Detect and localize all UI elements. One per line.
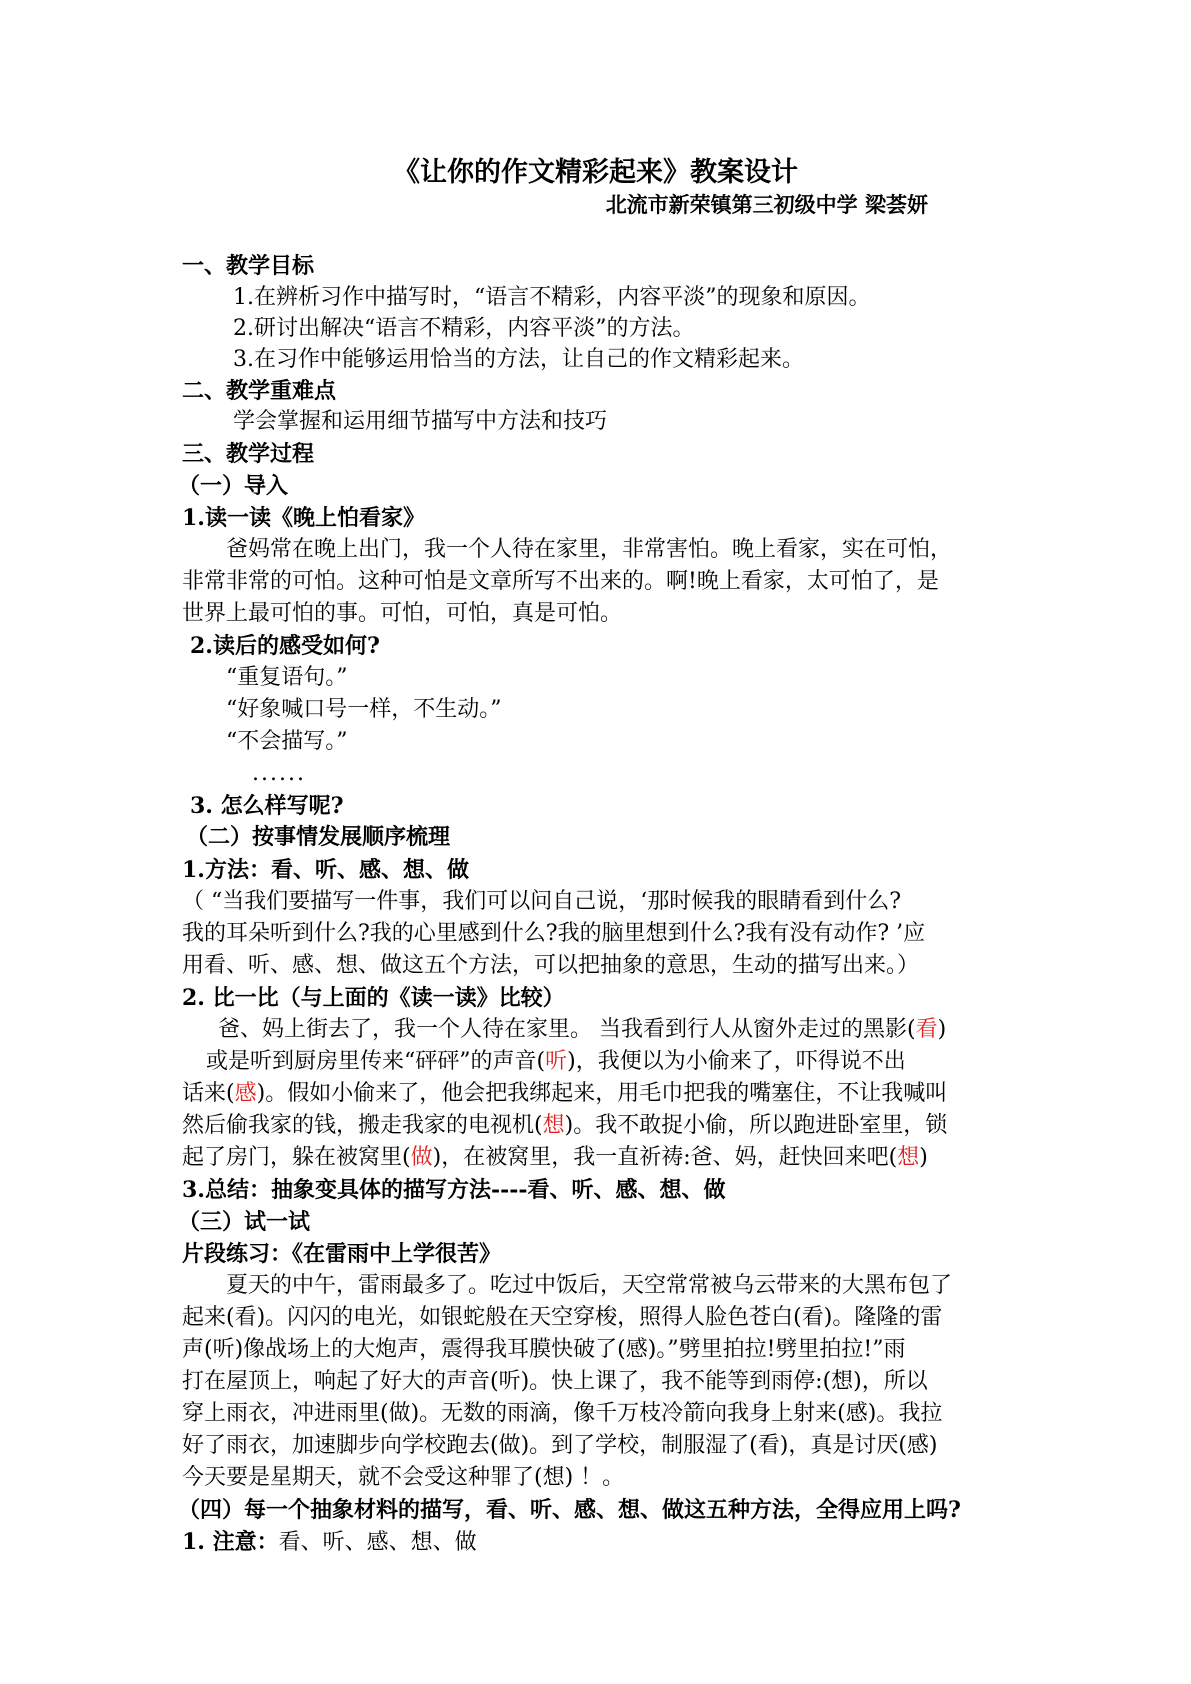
subheading-summary: 3.总结：抽象变具体的描写方法----看、听、感、想、做 bbox=[182, 1177, 726, 1203]
note-label: 1. 注意： bbox=[182, 1529, 279, 1555]
paragraph-line: 话来(感)。假如小偷来了，他会把我绑起来，用毛巾把我的嘴塞住，不让我喊叫 bbox=[182, 1081, 948, 1106]
paragraph-line: 爸妈常在晚上出门，我一个人待在家里，非常害怕。晚上看家，实在可怕， bbox=[226, 537, 953, 562]
note-line bbox=[182, 1527, 477, 1558]
paragraph-line: 用看、听、感、想、做这五个方法，可以把抽象的意思，生动的描写出来。） bbox=[182, 953, 920, 978]
heading-process: 三、教学过程 bbox=[182, 441, 315, 467]
document-title: 《让你的作文精彩起来》教案设计 bbox=[393, 157, 798, 188]
paragraph-line: 打在屋顶上，响起了好大的声音(听)。快上课了，我不能等到雨停:(想)，所以 bbox=[182, 1369, 928, 1394]
paragraph-line: 或是听到厨房里传来“砰砰”的声音(听)，我便以为小偷来了，吓得说不出 bbox=[206, 1049, 906, 1074]
subheading-practice: 片段练习：《在雷雨中上学很苦》 bbox=[182, 1241, 502, 1267]
quote-2: “好象喊口号一样，不生动。” bbox=[226, 697, 502, 722]
subheading-method: 1.方法：看、听、感、想、做 bbox=[182, 857, 469, 883]
note-text: 看、听、感、想、做 bbox=[278, 1530, 477, 1555]
paragraph-line: 好了雨衣，加速脚步向学校跑去(做)。到了学校，制服湿了(看)，真是讨厌(感) bbox=[182, 1433, 938, 1458]
section-order: （二）按事情发展顺序梳理 bbox=[186, 824, 451, 850]
quote-3: “不会描写。” bbox=[226, 729, 348, 754]
paragraph-line: 夏天的中午，雷雨最多了。吃过中饭后，天空常常被乌云带来的大黑布包了 bbox=[226, 1273, 953, 1298]
goal-2: 2.研讨出解决“语言不精彩，内容平淡”的方法。 bbox=[233, 316, 695, 341]
heading-goals: 一、教学目标 bbox=[182, 253, 315, 279]
keypoint-text: 学会掌握和运用细节描写中方法和技巧 bbox=[233, 409, 608, 434]
section-question: （四）每一个抽象材料的描写，看、听、感、想、做这五种方法，全得应用上吗? bbox=[178, 1497, 961, 1523]
goal-1: 1.在辨析习作中描写时，“语言不精彩，内容平淡”的现象和原因。 bbox=[233, 285, 871, 310]
heading-keypoints: 二、教学重难点 bbox=[182, 378, 337, 404]
paragraph-line: 今天要是星期天，就不会受这种罪了(想) ！。 bbox=[182, 1465, 625, 1490]
ellipsis: ...... bbox=[252, 761, 306, 786]
paragraph-line: 世界上最可怕的事。可怕，可怕，真是可怕。 bbox=[182, 601, 623, 626]
paragraph-line: 起来(看)。闪闪的电光，如银蛇般在天空穿梭，照得人脸色苍白(看)。隆隆的雷 bbox=[182, 1305, 943, 1330]
goal-3: 3.在习作中能够运用恰当的方法，让自己的作文精彩起来。 bbox=[233, 347, 804, 372]
subheading-feeling: 2.读后的感受如何? bbox=[190, 633, 380, 659]
paragraph-line: 非常非常的可怕。这种可怕是文章所写不出来的。啊!晚上看家，太可怕了，是 bbox=[182, 569, 939, 594]
subheading-compare: 2. 比一比（与上面的《读一读》比较） bbox=[182, 985, 565, 1011]
paragraph-line: 起了房门，躲在被窝里(做)，在被窝里，我一直祈祷:爸、妈，赶快回来吧(想) bbox=[182, 1145, 928, 1170]
subheading-read: 1.读一读《晚上怕看家》 bbox=[182, 505, 425, 531]
paragraph-line: 爸、妈上街去了，我一个人待在家里。 当我看到行人从窗外走过的黑影(看) bbox=[218, 1017, 947, 1042]
quote-1: “重复语句。” bbox=[226, 665, 348, 690]
section-intro: （一）导入 bbox=[178, 473, 289, 499]
paragraph-line: 声(听)像战场上的大炮声，震得我耳膜快破了(感)。”劈里拍拉!劈里拍拉!”雨 bbox=[182, 1337, 906, 1362]
author-line: 北流市新荣镇第三初级中学 梁荟妍 bbox=[605, 192, 928, 217]
paragraph-line: 然后偷我家的钱，搬走我家的电视机(想)。我不敢捉小偷，所以跑进卧室里，锁 bbox=[182, 1113, 948, 1138]
section-try: （三）试一试 bbox=[178, 1209, 311, 1235]
paragraph-line: 我的耳朵听到什么?我的心里感到什么?我的脑里想到什么?我有没有动作? ’应 bbox=[182, 921, 926, 946]
paragraph-line: （ “当我们要描写一件事，我们可以问自己说，‘那时候我的眼睛看到什么? bbox=[182, 889, 902, 914]
paragraph-line: 穿上雨衣，冲进雨里(做)。无数的雨滴，像千万枝冷箭向我身上射来(感)。我拉 bbox=[182, 1401, 943, 1426]
subheading-how: 3. 怎么样写呢? bbox=[190, 793, 344, 819]
